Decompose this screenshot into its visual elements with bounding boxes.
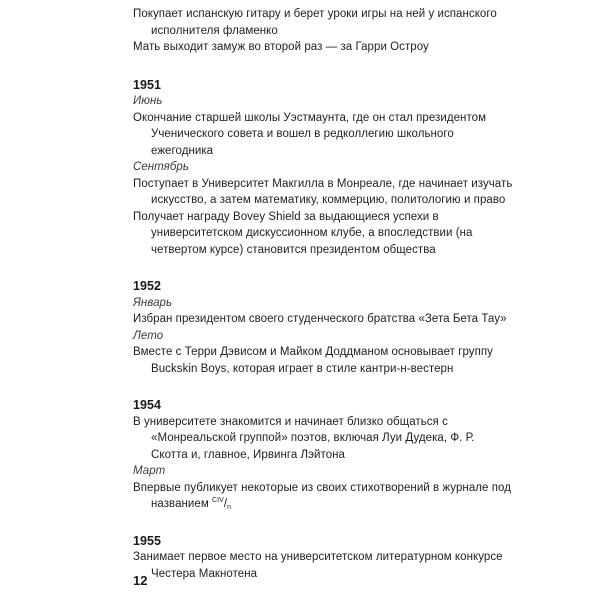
chronology-content	[133, 6, 513, 602]
chronology-entry: Занимает первое место на университетском литературном конкурсе Честера Макнотена	[133, 551, 503, 580]
journal-title-fraction	[212, 497, 232, 511]
fraction-denominator: n	[227, 504, 232, 511]
month-heading: Сентябрь	[133, 161, 189, 173]
year-heading: 1954	[133, 398, 162, 412]
chronology-entry: Поступает в Университет Макгилла в Монреале, где начинает изучать искусство, а затем математику, коммерцию, политологию и право	[133, 177, 513, 206]
year-block-1955	[133, 533, 513, 583]
entry-text: Впервые публикует некоторые из своих стихотворений в журнале под названием	[133, 481, 511, 510]
year-heading: 1955	[133, 533, 162, 548]
year-block-1954	[133, 397, 513, 513]
year-heading: 1952	[133, 279, 162, 293]
year-heading: 1951	[133, 77, 162, 92]
month-heading: Июнь	[133, 95, 163, 107]
chronology-entry: Окончание старшей школы Уэстмаунта, где он стал президентом Ученического совета и вошел в редколлегию школьного ежегодника	[133, 111, 487, 157]
chronology-entry: Покупает испанскую гитару и берет уроки игры на ней у испанского исполнителя фламенко	[133, 8, 497, 37]
chronology-entry	[133, 480, 513, 513]
month-heading: Январь	[133, 296, 173, 309]
year-block-1951	[133, 77, 513, 259]
chronology-entry: Мать выходит замуж во второй раз — за Гарри Остроу	[133, 41, 429, 53]
continuation-block	[133, 6, 513, 56]
month-heading: Лето	[133, 329, 164, 342]
chronology-entry: Избран президентом своего студенческого братства «Зета Бета Тау»	[133, 313, 507, 325]
chronology-entry: Получает награду Bovey Shield за выдающиеся успехи в университетском дискуссионном клубе, а впоследствии (на четвертом курсе) становится президентом общества	[133, 210, 473, 256]
fraction-slash: /	[223, 498, 228, 510]
chronology-entry: В университете знакомится и начинает близко общаться с «Монреальской группой» поэтов, включая Луи Дудека, Ф. Р. Скотта и, главное, Ирвинга Лэйтона	[133, 415, 475, 461]
month-heading: Март	[133, 465, 166, 477]
year-block-1952	[133, 278, 513, 377]
fraction-numerator: CIV	[212, 497, 224, 504]
chronology-entry: Вместе с Терри Дэвисом и Майком Доддманом основывает группу Buckskin Boys, которая играет в стиле кантри-н-вестерн	[133, 346, 493, 375]
page-number: 12	[133, 573, 148, 588]
